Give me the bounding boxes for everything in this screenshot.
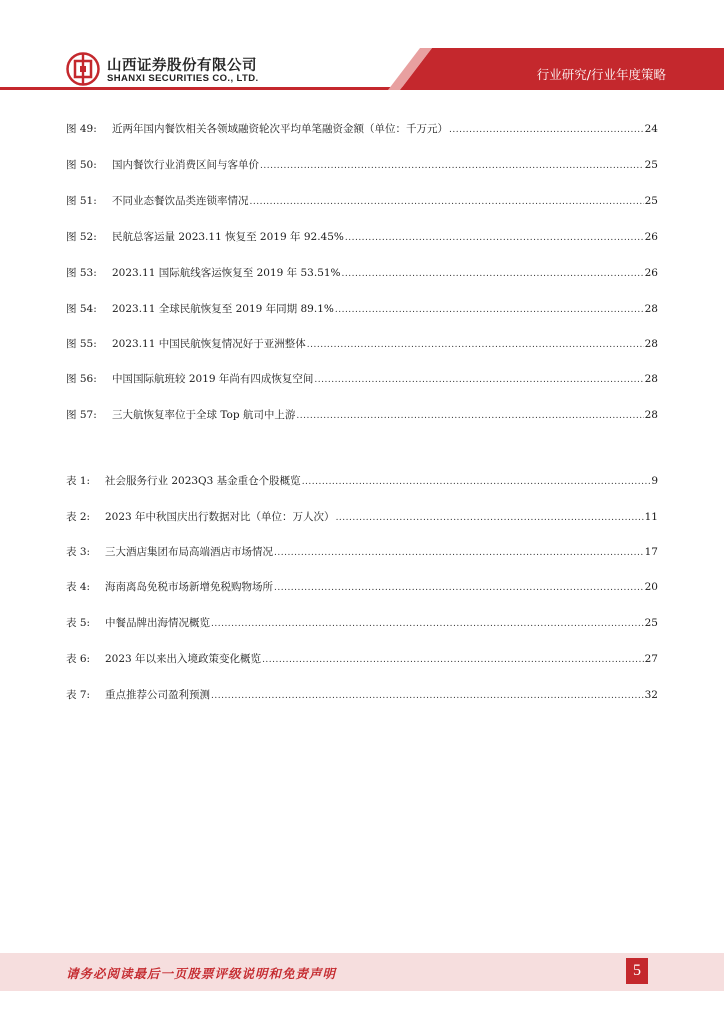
- toc-entry[interactable]: [66, 157, 658, 173]
- footer-disclaimer[interactable]: 请务必阅读最后一页股票评级说明和免责声明: [66, 966, 337, 981]
- toc-entry-label: 表 5:: [66, 617, 91, 629]
- toc-entry-page: 28: [644, 409, 658, 421]
- toc-entry-page: 25: [644, 617, 658, 629]
- toc-leader-dots: [302, 474, 651, 490]
- toc-entry-title: 2023.11 国际航线客运恢复至 2019 年 53.51%: [112, 267, 341, 279]
- toc-entry-title: 国内餐饮行业消费区间与客单价: [112, 159, 259, 171]
- toc-entry-page: 17: [644, 546, 658, 558]
- toc-entry[interactable]: [66, 121, 658, 137]
- toc-entry[interactable]: [66, 229, 658, 245]
- toc-leader-dots: [345, 230, 644, 246]
- toc-leader-dots: [314, 372, 643, 388]
- toc-leader-dots: [335, 302, 644, 318]
- toc-entry-label: 表 6:: [66, 653, 91, 665]
- toc-leader-dots: [250, 194, 644, 210]
- toc-leader-dots: [262, 652, 644, 668]
- toc-entry-title: 重点推荐公司盈利预测: [105, 689, 210, 701]
- toc-entry-label: 图 57:: [66, 409, 97, 421]
- toc-entry-page: 26: [644, 267, 658, 279]
- report-category: 行业研究/行业年度策略: [536, 67, 666, 82]
- toc-entry-label: 表 3:: [66, 546, 91, 558]
- toc-entry-page: 24: [644, 123, 658, 135]
- toc-entry[interactable]: [66, 407, 658, 423]
- company-logo-icon: [66, 52, 100, 86]
- toc-entry-page: 27: [644, 653, 658, 665]
- toc-entry-title: 社会服务行业 2023Q3 基金重仓个股概览: [105, 475, 301, 487]
- toc-leader-dots: [274, 580, 644, 596]
- toc-leader-dots: [336, 510, 644, 526]
- toc-entry[interactable]: [66, 473, 658, 489]
- toc-entry-label: 表 7:: [66, 689, 91, 701]
- toc-entry-label: 图 53:: [66, 267, 97, 279]
- toc-entry-title: 近两年国内餐饮相关各领域融资轮次平均单笔融资金额（单位：千万元）: [112, 123, 448, 135]
- toc-entry-label: 图 55:: [66, 338, 97, 350]
- toc-entry-label: 表 4:: [66, 581, 91, 593]
- toc-entry-title: 2023.11 中国民航恢复情况好于亚洲整体: [112, 338, 306, 350]
- company-name-cn: 山西证券股份有限公司: [107, 58, 257, 74]
- toc-entry[interactable]: [66, 265, 658, 281]
- toc-entry-page: 9: [651, 475, 658, 487]
- page-number: 5: [626, 958, 648, 984]
- toc-entry-page: 26: [644, 231, 658, 243]
- toc-entry-title: 2023 年以来出入境政策变化概览: [105, 653, 262, 665]
- page-header: [0, 0, 724, 92]
- toc-entry[interactable]: [66, 301, 658, 317]
- toc-entry-page: 28: [644, 338, 658, 350]
- toc-entry-page: 32: [644, 689, 658, 701]
- toc-entry-label: 图 56:: [66, 373, 97, 385]
- company-name-en: SHANXI SECURITIES CO., LTD.: [107, 73, 259, 84]
- toc-entry-page: 11: [644, 511, 658, 523]
- toc-entry-title: 三大航恢复率位于全球 Top 航司中上游: [112, 409, 296, 421]
- toc-entry[interactable]: [66, 509, 658, 525]
- toc-leader-dots: [296, 408, 643, 424]
- toc-entry-label: 表 1:: [66, 475, 91, 487]
- toc-entry[interactable]: [66, 371, 658, 387]
- toc-entry-label: 图 51:: [66, 195, 97, 207]
- toc-leader-dots: [342, 266, 644, 282]
- toc-leader-dots: [211, 688, 644, 704]
- toc-entry-page: 25: [644, 159, 658, 171]
- toc-entry[interactable]: [66, 615, 658, 631]
- toc-entry-title: 三大酒店集团布局高端酒店市场情况: [105, 546, 273, 558]
- toc-entry[interactable]: [66, 193, 658, 209]
- toc-entry-title: 不同业态餐饮品类连锁率情况: [112, 195, 249, 207]
- toc-entry-page: 20: [644, 581, 658, 593]
- toc-entry-label: 图 52:: [66, 231, 97, 243]
- toc-entry-title: 民航总客运量 2023.11 恢复至 2019 年 92.45%: [112, 231, 344, 243]
- toc-entry-title: 海南离岛免税市场新增免税购物场所: [105, 581, 273, 593]
- toc-entry-label: 图 50:: [66, 159, 97, 171]
- toc-entry-label: 表 2:: [66, 511, 91, 523]
- toc-entry-label: 图 49:: [66, 123, 97, 135]
- toc-entry-page: 28: [644, 373, 658, 385]
- toc-entry-title: 2023 年中秋国庆出行数据对比（单位：万人次）: [105, 511, 335, 523]
- toc-entry-page: 25: [644, 195, 658, 207]
- toc-leader-dots: [307, 337, 644, 353]
- toc-entry-title: 2023.11 全球民航恢复至 2019 年同期 89.1%: [112, 303, 334, 315]
- toc-entry-title: 中餐品牌出海情况概览: [105, 617, 210, 629]
- toc-entry[interactable]: [66, 336, 658, 352]
- toc-leader-dots: [449, 122, 644, 138]
- toc-entry[interactable]: [66, 579, 658, 595]
- toc-leader-dots: [274, 545, 644, 561]
- toc-leader-dots: [211, 616, 644, 632]
- toc-entry[interactable]: [66, 687, 658, 703]
- toc-entry-page: 28: [644, 303, 658, 315]
- toc-entry-label: 图 54:: [66, 303, 97, 315]
- toc-leader-dots: [260, 158, 644, 174]
- toc-entry-title: 中国国际航班较 2019 年尚有四成恢复空间: [112, 373, 314, 385]
- toc-entry[interactable]: [66, 544, 658, 560]
- toc-entry[interactable]: [66, 651, 658, 667]
